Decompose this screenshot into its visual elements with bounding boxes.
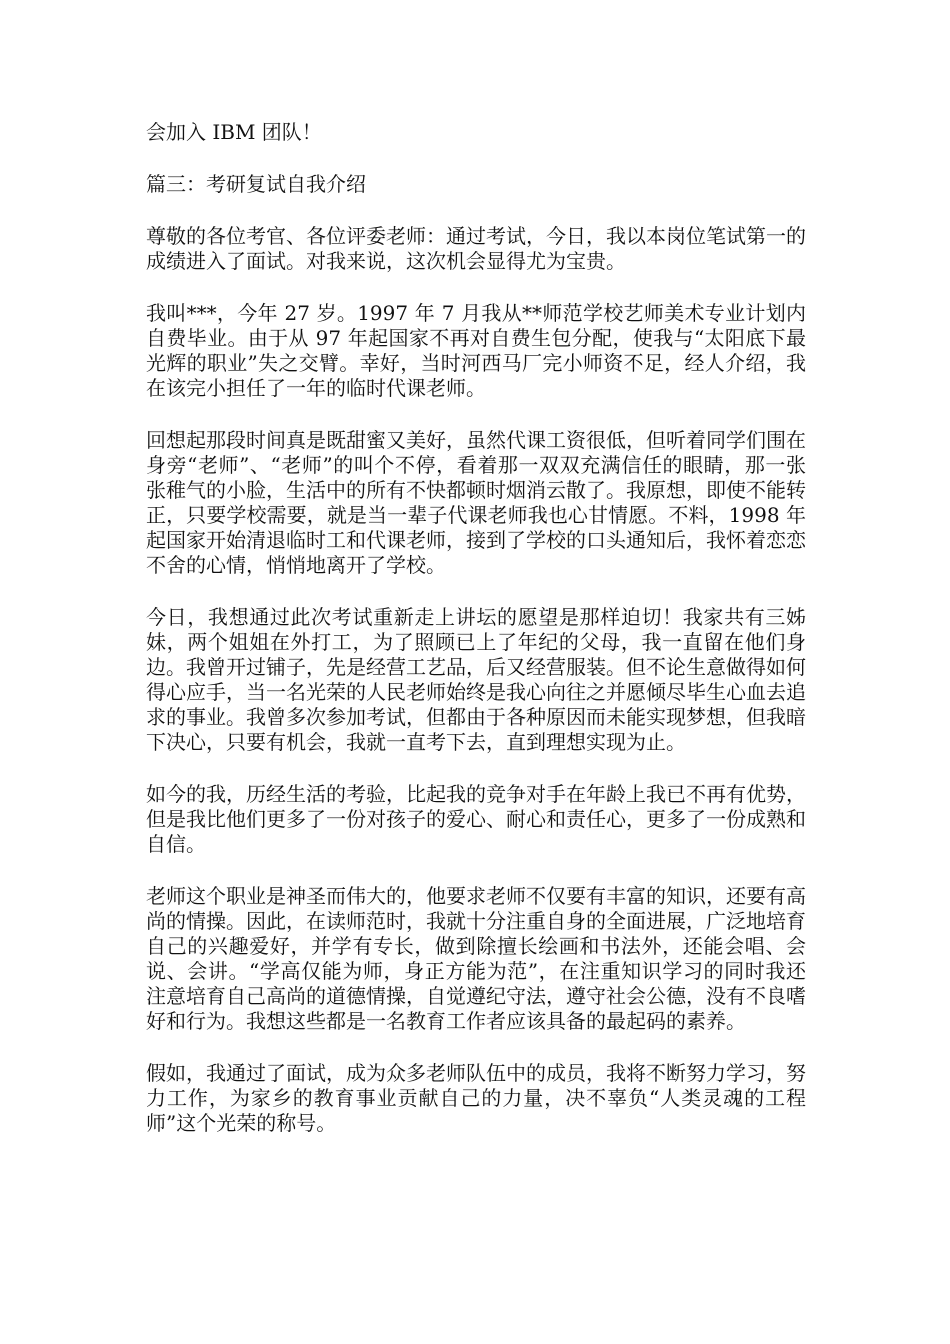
paragraph-strengths: 如今的我，历经生活的考验，比起我的竞争对手在年龄上我已不再有优势，但是我比他们更多了一份对孩子的爱心、耐心和责任心，更多了一份成熟和自信。: [146, 782, 806, 856]
paragraph-continuation: 会加入 IBM 团队！: [146, 120, 322, 144]
paragraph-memories: 回想起那段时间真是既甜蜜又美好，虽然代课工资很低，但听着同学们围在身旁“老师”、“老师”的叫个不停，看着那一双双充满信任的眼睛，那一张张稚气的小脸，生活中的所有不快都顿时烟消云散了。我原想，即使不能转正，只要学校需要，就是当一辈子代课老师我也心甘情愿。不料，1998 年起国家开始清退临时工和代课老师，接到了学校的口头通知后，我怀着恋恋不舍的心情，悄悄地离开了学校。: [146, 428, 806, 577]
section-heading: 篇三：考研复试自我介绍: [146, 172, 366, 196]
document-body: [146, 120, 806, 1163]
paragraph-greeting: 尊敬的各位考官、各位评委老师：通过考试，今日，我以本岗位笔试第一的成绩进入了面试。对我来说，这次机会显得尤为宝贵。: [146, 224, 806, 273]
paragraph-qualities: 老师这个职业是神圣而伟大的，他要求老师不仅要有丰富的知识，还要有高尚的情操。因此，在读师范时，我就十分注重自身的全面进展，广泛地培育自己的兴趣爱好，并学有专长，做到除擅长绘画和书法外，还能会唱、会说、会讲。“学高仅能为师，身正方能为范”，在注重知识学习的同时我还注意培育自己高尚的道德情操，自觉遵纪守法，遵守社会公德，没有不良嗜好和行为。我想这些都是一名教育工作者应该具备的最起码的素养。: [146, 884, 806, 1033]
paragraph-closing: 假如，我通过了面试，成为众多老师队伍中的成员，我将不断努力学习，努力工作，为家乡的教育事业贡献自己的力量，决不辜负“人类灵魂的工程师”这个光荣的称号。: [146, 1061, 806, 1135]
paragraph-introduction: 我叫***，今年 27 岁。1997 年 7 月我从**师范学校艺师美术专业计划内自费毕业。由于从 97 年起国家不再对自费生包分配，使我与“太阳底下最光辉的职业”失之交臂。幸好，当时河西马厂完小师资不足，经人介绍，我在该完小担任了一年的临时代课老师。: [146, 301, 806, 400]
paragraph-aspiration: 今日，我想通过此次考试重新走上讲坛的愿望是那样迫切！我家共有三姊妹，两个姐姐在外打工，为了照顾已上了年纪的父母，我一直留在他们身边。我曾开过铺子，先是经营工艺品，后又经营服装。但不论生意做得如何得心应手，当一名光荣的人民老师始终是我心向往之并愿倾尽毕生心血去追求的事业。我曾多次参加考试，但都由于各种原因而未能实现梦想，但我暗下决心，只要有机会，我就一直考下去，直到理想实现为止。: [146, 605, 806, 754]
